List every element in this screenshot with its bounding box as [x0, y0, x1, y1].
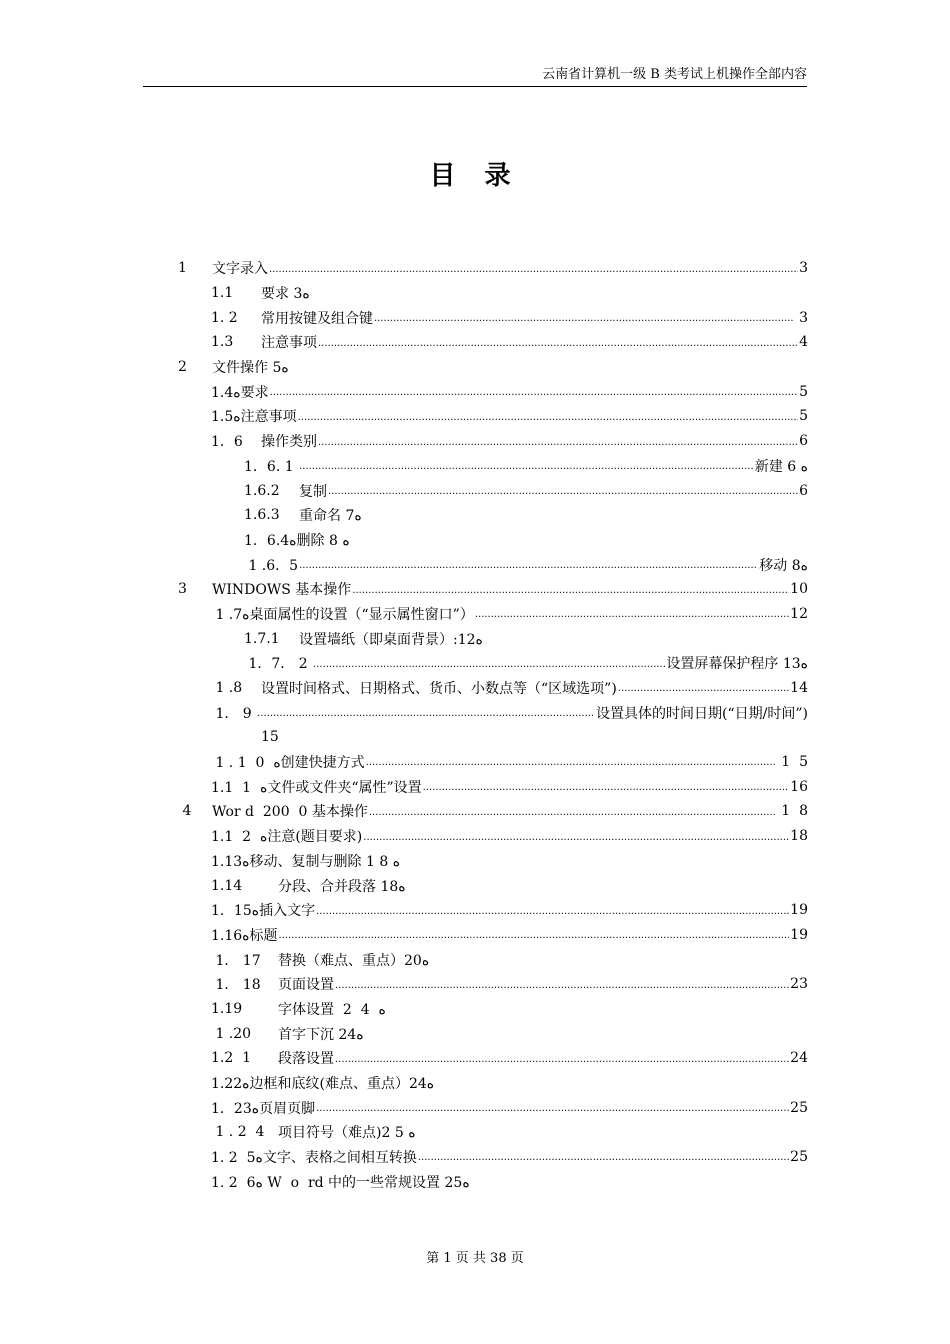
toc-entry[interactable] — [0, 923, 808, 948]
toc-text: 文字录入 — [212, 261, 268, 278]
toc-entry[interactable] — [0, 454, 808, 479]
toc-page: 10 — [790, 581, 808, 598]
toc-number: 4 — [178, 803, 192, 820]
toc-entry[interactable] — [0, 1046, 808, 1071]
toc-page: 新建 6 ه — [754, 458, 808, 475]
toc-text: 1.16ه标题 — [211, 927, 278, 944]
toc-entry[interactable] — [0, 972, 808, 997]
page-number: 第 1 页 共 38 页 — [426, 1251, 524, 1266]
toc-text: WINDOWS 基本操作 — [212, 582, 352, 599]
toc-text: 1．23ه页眉页脚 — [211, 1100, 316, 1117]
toc-number: 1． 18 — [211, 977, 261, 994]
toc-page: 25 — [790, 1149, 808, 1166]
toc-page: 4 — [799, 334, 808, 351]
toc-entry-continuation[interactable] — [0, 725, 808, 750]
toc-entry[interactable] — [0, 1021, 808, 1046]
leader-dots — [366, 756, 776, 774]
toc-number: 1.14 — [211, 877, 243, 894]
toc-text: 设置墙纸（即桌面背景）:12ه — [299, 631, 483, 648]
toc-number: 1. 2 — [211, 309, 238, 326]
leader-dots — [299, 559, 758, 577]
toc-text: 1 .7ه桌面属性的设置（“显示属性窗口”） — [211, 606, 474, 623]
toc-text: 复制 — [299, 483, 327, 500]
leader-dots — [374, 312, 794, 330]
leader-dots — [279, 929, 790, 947]
toc-entry[interactable] — [0, 676, 808, 701]
toc-text: 1．6. 1 — [244, 458, 299, 475]
toc-entry[interactable] — [0, 873, 808, 898]
toc-number: 1 .8 — [211, 680, 243, 697]
toc-text: 常用按键及组合键 — [261, 310, 373, 327]
toc-entry[interactable] — [0, 824, 808, 849]
leader-dots — [423, 781, 790, 799]
leader-dots — [363, 831, 789, 849]
toc-text: 段落设置 — [278, 1051, 334, 1068]
toc-page: 19 — [790, 926, 808, 943]
toc-entry[interactable] — [0, 1095, 808, 1120]
leader-dots — [475, 608, 789, 626]
toc-page: 12 — [790, 605, 808, 622]
toc-entry[interactable] — [0, 1120, 808, 1145]
toc-page: 3 — [799, 260, 808, 277]
page-footer — [0, 1247, 950, 1266]
toc-entry[interactable] — [0, 281, 808, 306]
toc-text: 1.4ه要求 — [211, 384, 269, 401]
toc-entry[interactable] — [0, 750, 808, 775]
toc-text: 1.13ه移动、复制与删除 1 8 ه — [211, 853, 401, 870]
leader-dots — [418, 1151, 789, 1169]
toc-text: 设置时间格式、日期格式、货币、小数点等（“区域选项”) — [261, 681, 617, 698]
leader-dots — [298, 411, 798, 429]
toc-page: 设置屏幕保护程序 13ه — [666, 656, 808, 673]
toc-entry[interactable] — [0, 799, 808, 824]
toc-text: 注意事项 — [261, 335, 317, 352]
toc-entry[interactable] — [0, 305, 808, 330]
toc-text: 操作类别 — [261, 434, 317, 451]
toc-entry[interactable] — [0, 602, 808, 627]
toc-text: 替换（难点、重点）20ه — [278, 952, 430, 969]
table-of-contents — [0, 256, 950, 1194]
toc-page: 18 — [790, 828, 808, 845]
toc-entry[interactable] — [0, 552, 808, 577]
toc-text: 1.22ه边框和底纹(难点、重点）24ه — [211, 1076, 435, 1093]
toc-text: 首字下沉 24ه — [278, 1026, 364, 1043]
toc-entry[interactable] — [0, 330, 808, 355]
page-header — [143, 66, 807, 87]
toc-text: 文件操作 5ه — [212, 360, 289, 377]
toc-entry[interactable] — [0, 849, 808, 874]
toc-number: 1.3 — [211, 334, 234, 351]
toc-entry[interactable] — [0, 429, 808, 454]
leader-dots — [352, 584, 789, 602]
leader-dots — [257, 707, 595, 725]
leader-dots — [299, 460, 754, 478]
toc-entry[interactable] — [0, 528, 808, 553]
toc-text: 1． 9 — [211, 705, 257, 722]
toc-entry[interactable] — [0, 355, 808, 380]
leader-dots — [618, 682, 789, 700]
toc-text: 1．6.4ه删除 8 ه — [244, 532, 350, 549]
toc-entry[interactable] — [0, 997, 808, 1022]
toc-text: 分段、合并段落 18ه — [278, 878, 406, 895]
toc-text: 字体设置 2 4 ه — [278, 1001, 386, 1018]
toc-number: 1.7.1 — [244, 630, 280, 647]
toc-text: 1.1 2 ه注意(题目要求) — [211, 829, 363, 846]
toc-entry[interactable] — [0, 1071, 808, 1096]
toc-text: 1 .6．5 — [244, 557, 299, 574]
toc-text: 1. 2 6ه W o rd 中的一些常规设置 25ه — [211, 1174, 470, 1191]
toc-entry[interactable] — [0, 700, 808, 725]
toc-number: 3 — [178, 581, 187, 598]
leader-dots — [313, 658, 665, 676]
toc-entry[interactable] — [0, 577, 808, 602]
toc-page: 14 — [790, 680, 808, 697]
toc-entry[interactable] — [0, 651, 808, 676]
toc-page: 移动 8ه — [759, 557, 808, 574]
toc-page: 19 — [790, 902, 808, 919]
toc-number: 1． 17 — [211, 952, 261, 969]
toc-entry[interactable] — [0, 404, 808, 429]
toc-entry[interactable] — [0, 478, 808, 503]
toc-number: 1 — [178, 260, 187, 277]
toc-number: 1.1 — [211, 285, 234, 302]
leader-dots — [316, 905, 789, 923]
toc-text: 1.1 1 ه文件或文件夹“属性”设置 — [211, 779, 422, 796]
toc-text: 15 — [261, 729, 279, 746]
toc-entry[interactable] — [0, 1169, 808, 1194]
toc-entry[interactable] — [0, 503, 808, 528]
toc-page: 1 5 — [776, 754, 808, 771]
toc-entry[interactable] — [0, 947, 808, 972]
toc-page: 24 — [790, 1050, 808, 1067]
leader-dots — [269, 263, 798, 281]
toc-entry[interactable] — [0, 256, 808, 281]
toc-number: 1 .20 — [211, 1025, 252, 1042]
toc-page: 设置具体的时间日期(“日期/时间”) — [596, 705, 808, 722]
leader-dots — [318, 337, 798, 355]
leader-dots — [335, 979, 789, 997]
toc-text: 重命名 7ه — [299, 508, 362, 525]
toc-text: 要求 3ه — [261, 286, 310, 303]
toc-page: 1 8 — [776, 803, 808, 820]
toc-entry[interactable] — [0, 379, 808, 404]
toc-text: 1 . 1 0 ه创建快捷方式 — [211, 755, 365, 772]
header-text: 云南省计算机一级 B 类考试上机操作全部内容 — [542, 67, 807, 82]
toc-page: 5 — [799, 383, 808, 400]
toc-page: 3 — [794, 309, 808, 326]
toc-entry[interactable] — [0, 774, 808, 799]
toc-number: 1.19 — [211, 1000, 243, 1017]
toc-text: 1．15ه插入文字 — [211, 903, 316, 920]
toc-text: 1. 2 5ه文字、表格之间相互转换 — [211, 1150, 417, 1167]
leader-dots — [316, 1102, 789, 1120]
toc-number: 1.2 1 — [211, 1050, 252, 1067]
toc-page: 23 — [790, 976, 808, 993]
toc-text: Wor d 200 0 基本操作 — [212, 804, 368, 821]
leader-dots — [270, 386, 798, 404]
toc-text: 1．7． 2 — [244, 656, 313, 673]
toc-text: 项目符号（难点)2 5 ه — [278, 1125, 416, 1142]
toc-page: 6 — [799, 433, 808, 450]
toc-entry[interactable] — [0, 898, 808, 923]
toc-entry[interactable] — [0, 1145, 808, 1170]
toc-number: 1 . 2 4 — [211, 1124, 265, 1141]
toc-page: 6 — [799, 482, 808, 499]
toc-entry[interactable] — [0, 626, 808, 651]
toc-number: 1.6.3 — [244, 507, 280, 524]
leader-dots — [335, 1053, 789, 1071]
leader-dots — [328, 485, 798, 503]
leader-dots — [318, 436, 798, 454]
toc-page: 5 — [799, 408, 808, 425]
toc-text: 页面设置 — [278, 977, 334, 994]
toc-number: 1．6 — [211, 434, 243, 451]
doc-title: 目 录 — [429, 161, 521, 191]
toc-number: 1.6.2 — [244, 482, 280, 499]
leader-dots — [369, 806, 776, 824]
toc-page: 16 — [790, 778, 808, 795]
toc-number: 2 — [178, 359, 187, 376]
toc-text: 1.5ه注意事项 — [211, 409, 297, 426]
toc-page: 25 — [790, 1099, 808, 1116]
